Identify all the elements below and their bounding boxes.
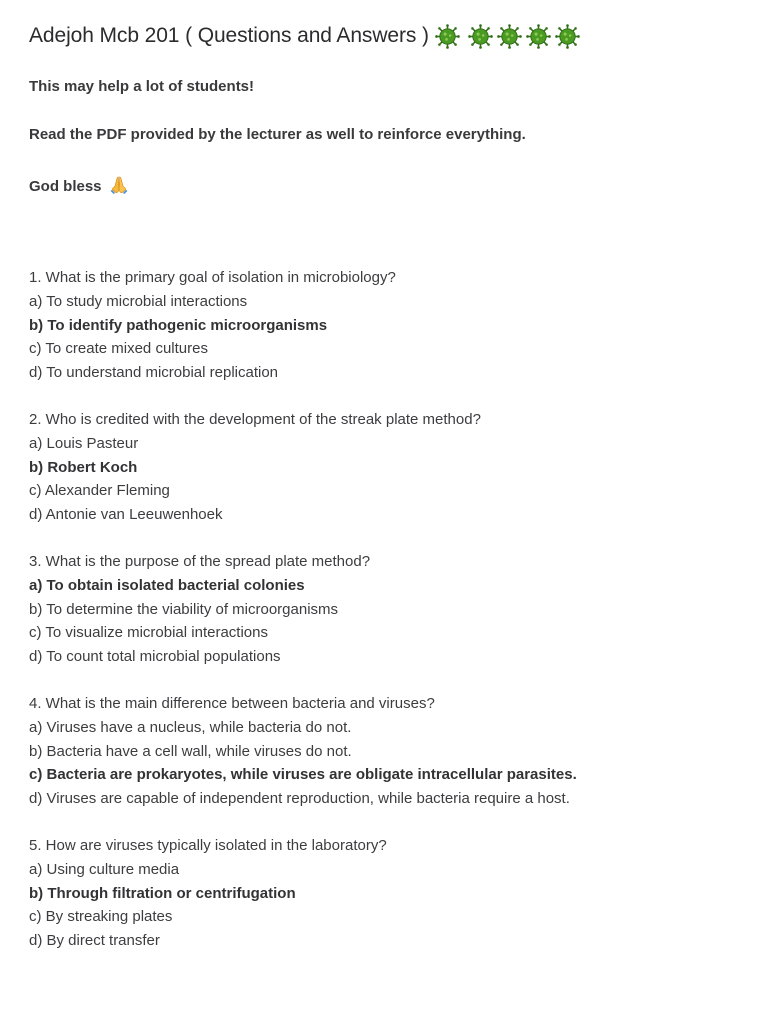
intro-line-3 bbox=[29, 174, 130, 196]
answer-option: c) Alexander Fleming bbox=[29, 482, 170, 500]
blessing-text: God bless bbox=[29, 178, 102, 195]
question-block bbox=[29, 550, 749, 669]
question-block bbox=[29, 834, 749, 953]
question-block bbox=[29, 266, 749, 385]
note-title-row bbox=[29, 21, 580, 51]
answer-option: c) By streaking plates bbox=[29, 908, 173, 926]
question-block bbox=[29, 692, 749, 811]
question-block bbox=[29, 408, 749, 527]
intro-line-2: Read the PDF provided by the lecturer as well to reinforce everything. bbox=[29, 126, 526, 143]
answer-option-correct: b) To identify pathogenic microorganisms bbox=[29, 316, 328, 334]
answer-option: c) To visualize microbial interactions bbox=[29, 624, 268, 642]
answer-option-correct: b) Robert Koch bbox=[29, 458, 138, 476]
answer-option: b) To determine the viability of microorganisms bbox=[29, 600, 339, 618]
answer-option: a) Louis Pasteur bbox=[29, 434, 139, 452]
answer-option: a) To study microbial interactions bbox=[29, 292, 248, 310]
answer-option: a) Using culture media bbox=[29, 860, 180, 878]
answer-option-correct: a) To obtain isolated bacterial colonies bbox=[29, 576, 305, 594]
answer-option-correct: b) Through filtration or centrifugation bbox=[29, 884, 296, 902]
answer-option: d) To count total microbial populations bbox=[29, 648, 281, 666]
question-text: 2. Who is credited with the development of the streak plate method? bbox=[29, 411, 481, 428]
microbe-icon bbox=[497, 24, 522, 49]
question-text: 5. How are viruses typically isolated in the laboratory? bbox=[29, 837, 387, 854]
answer-option: d) By direct transfer bbox=[29, 932, 160, 950]
intro-line-1: This may help a lot of students! bbox=[29, 78, 255, 95]
folded-hands-icon bbox=[108, 174, 130, 196]
microbe-icon bbox=[468, 24, 493, 49]
microbe-icon bbox=[526, 24, 551, 49]
answer-option: d) Viruses are capable of independent reproduction, while bacteria require a host. bbox=[29, 790, 570, 808]
answer-option: a) Viruses have a nucleus, while bacteria do not. bbox=[29, 718, 352, 736]
answer-option: d) To understand microbial replication bbox=[29, 364, 279, 382]
note-title: Adejoh Mcb 201 ( Questions and Answers ) bbox=[29, 24, 429, 47]
question-text: 3. What is the purpose of the spread plate method? bbox=[29, 553, 371, 570]
answer-option: c) To create mixed cultures bbox=[29, 340, 208, 358]
microbe-icon bbox=[555, 24, 580, 49]
microbe-icon bbox=[435, 24, 460, 49]
question-text: 4. What is the main difference between bacteria and viruses? bbox=[29, 695, 435, 712]
title-emoji-group bbox=[435, 24, 580, 49]
question-text: 1. What is the primary goal of isolation in microbiology? bbox=[29, 269, 396, 286]
answer-option: b) Bacteria have a cell wall, while viruses do not. bbox=[29, 742, 352, 760]
answer-option-correct: c) Bacteria are prokaryotes, while viruses are obligate intracellular parasites. bbox=[29, 766, 577, 784]
answer-option: d) Antonie van Leeuwenhoek bbox=[29, 506, 223, 524]
